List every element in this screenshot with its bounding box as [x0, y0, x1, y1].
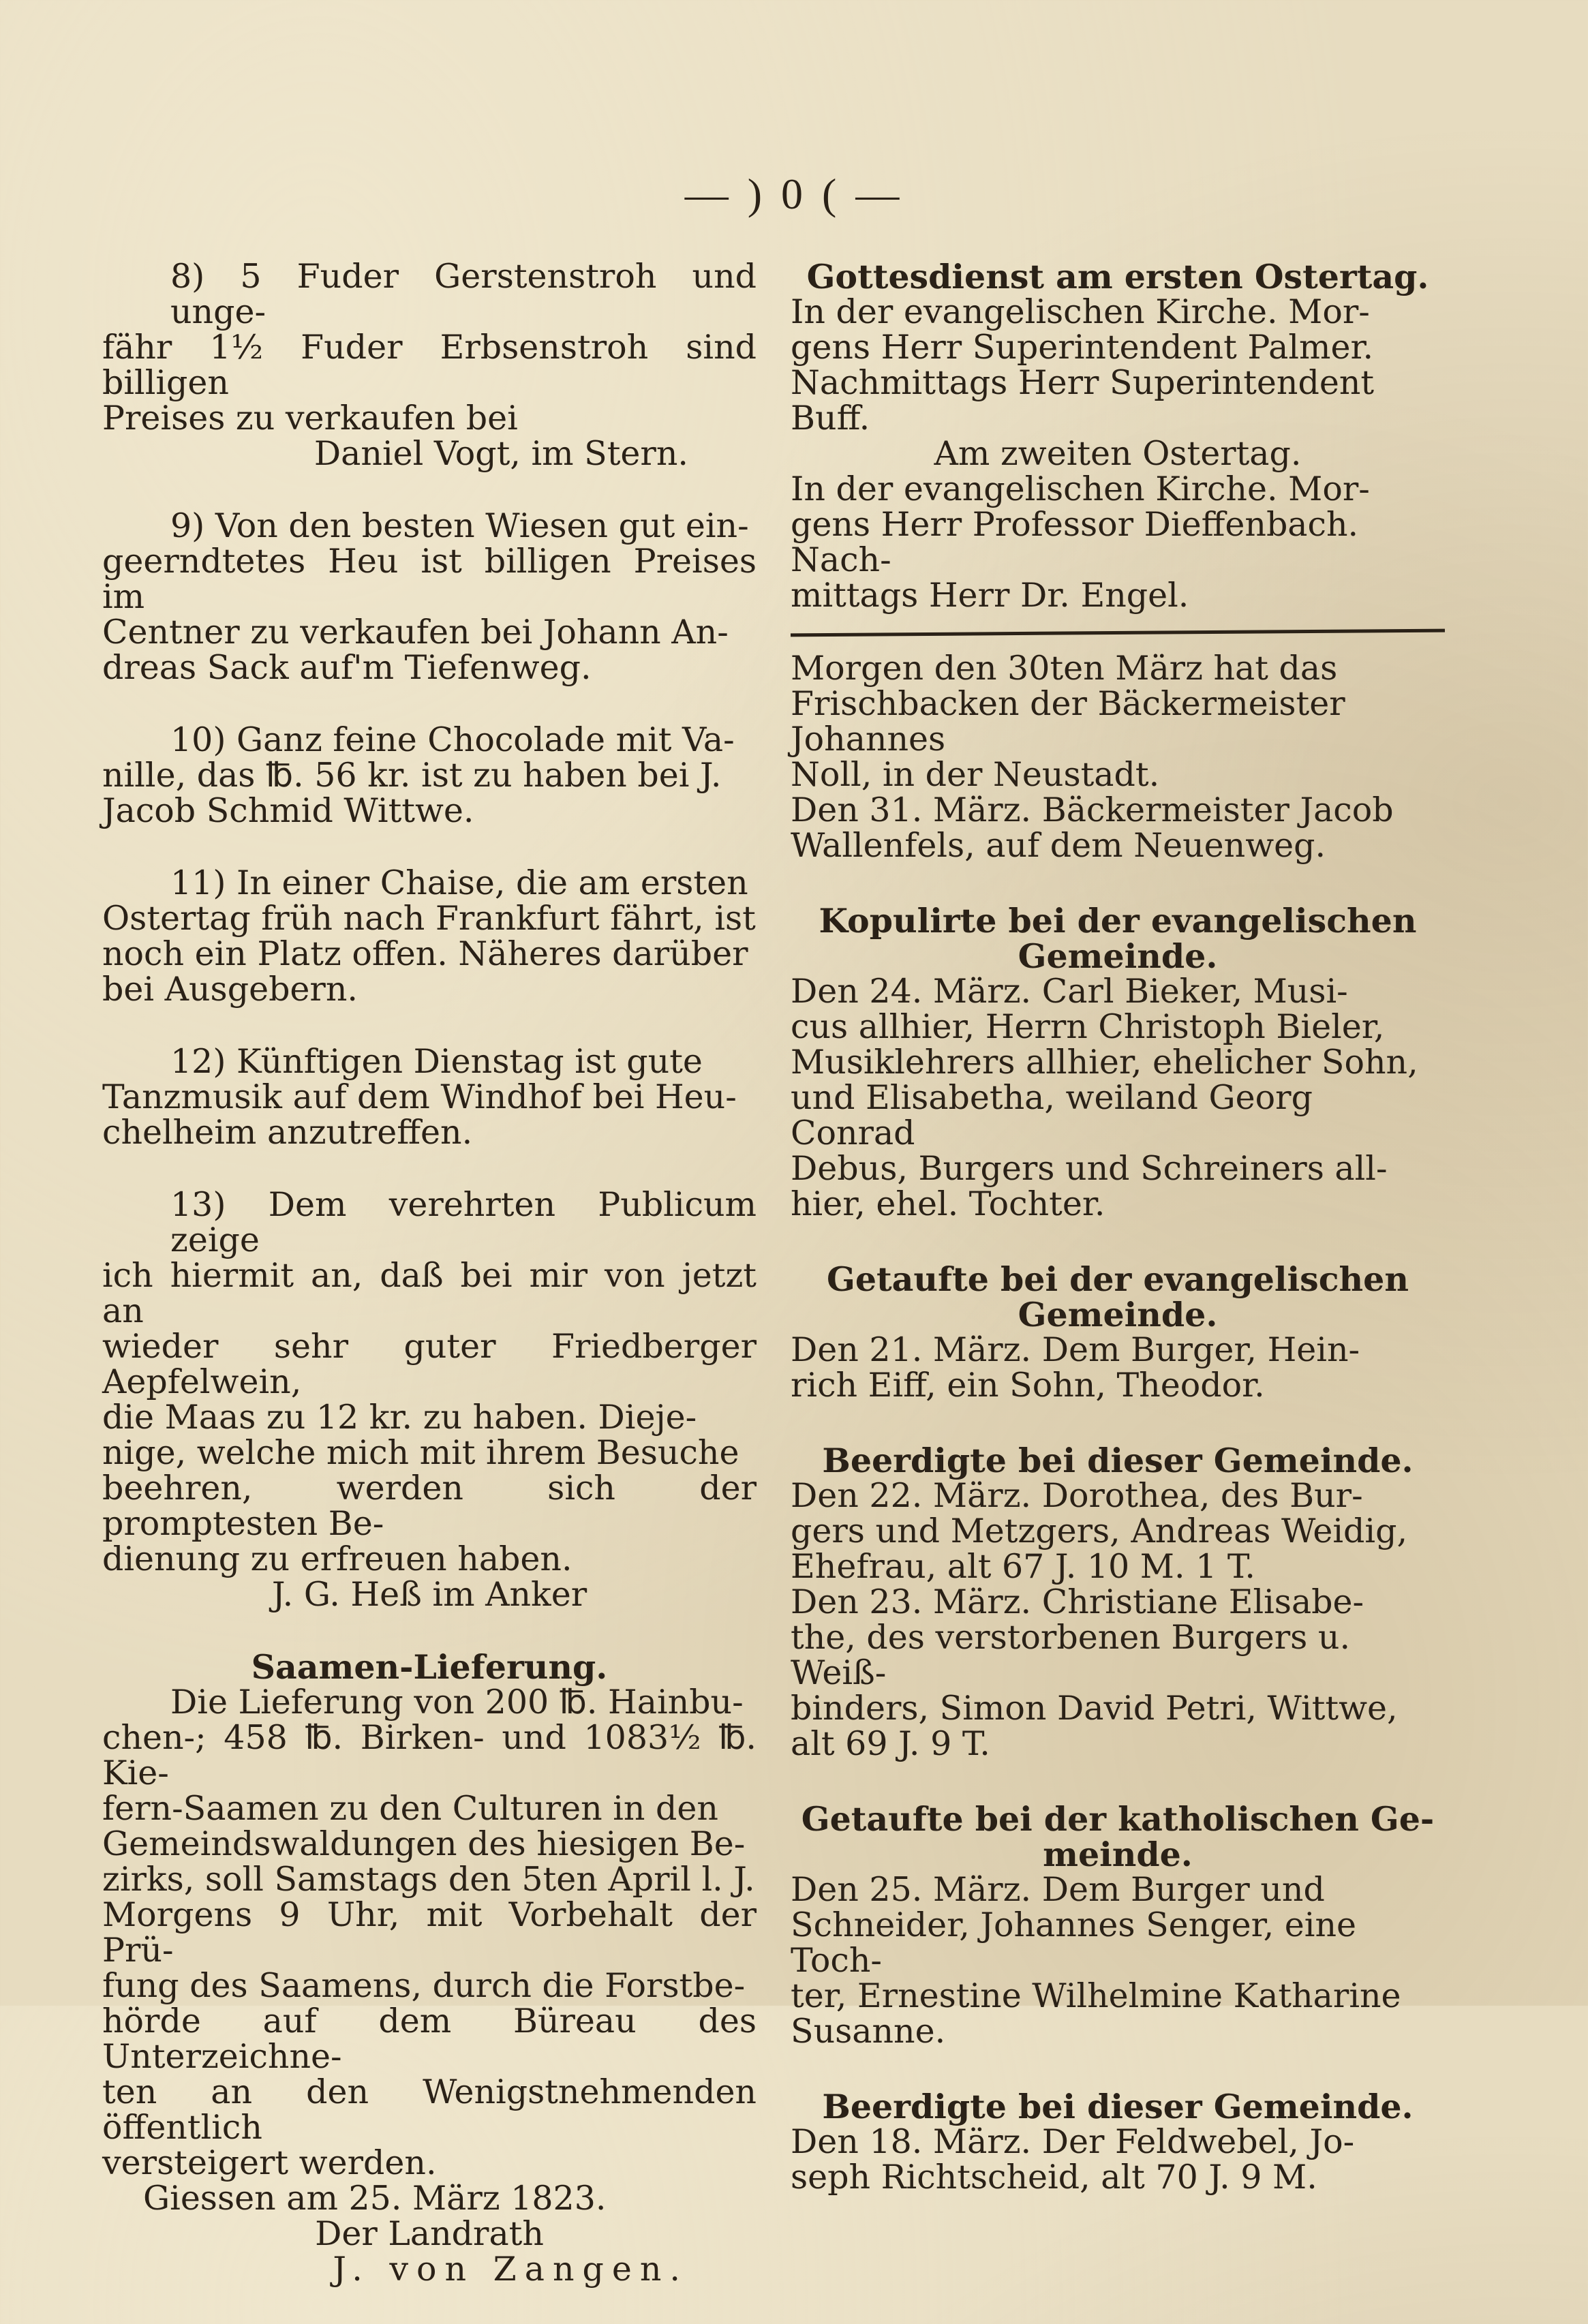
notice-line: chen-; 458 ℔. Birken- und 1083½ ℔. Kie-	[102, 1718, 757, 1792]
notice-line: ich hiermit an, daß bei mir von jetzt an	[102, 1256, 757, 1330]
notice-line: noch ein Platz offen. Näheres darüber	[102, 934, 748, 973]
divider-rule	[791, 629, 1445, 637]
notice-line: Susanne.	[791, 2012, 946, 2051]
section-heading: Beerdigte bei dieser Gemeinde.	[822, 2087, 1414, 2126]
kopulirte	[791, 903, 1445, 1222]
notice-line: Ehefrau, alt 67 J. 10 M. 1 T.	[791, 1547, 1255, 1586]
notice-line: rich Eiff, ein Sohn, Theodor.	[791, 1366, 1265, 1405]
section-heading: Gemeinde.	[1018, 1295, 1218, 1334]
section-heading: Getaufte bei der evangelischen	[827, 1259, 1409, 1299]
notice-line: Frischbacken der Bäckermeister Johannes	[791, 684, 1345, 759]
section-subheading: Am zweiten Ostertag.	[934, 434, 1302, 473]
notice-line: Noll, in der Neustadt.	[791, 755, 1160, 794]
gottesdienst	[791, 259, 1445, 613]
section-heading: Beerdigte bei dieser Gemeinde.	[822, 1441, 1414, 1480]
notice-line: bei Ausgebern.	[102, 970, 358, 1009]
notice-12	[102, 1044, 757, 1150]
notice-line: 10) Ganz feine Chocolade mit Va-	[170, 720, 735, 759]
page-number: — ) 0 ( —	[684, 170, 904, 218]
notice-line: the, des verstorbenen Burgers u. Weiß-	[791, 1618, 1351, 1692]
notice-line: mittags Herr Dr. Engel.	[791, 576, 1189, 615]
notice-10	[102, 722, 757, 829]
notice-line: fähr 1½ Fuder Erbsenstroh sind billigen	[102, 328, 757, 402]
frischbacken	[791, 651, 1445, 863]
beerdigte-katholisch	[791, 2089, 1445, 2195]
notice-9	[102, 508, 757, 686]
notice-line: Wallenfels, auf dem Neuenweg.	[791, 826, 1326, 865]
notice-line: Ostertag früh nach Frankfurt fährt, ist	[102, 899, 756, 938]
right-column	[791, 259, 1445, 2235]
notice-line: nille, das ℔. 56 kr. ist zu haben bei J.	[102, 756, 722, 795]
notice-line: und Elisabetha, weiland Georg Conrad	[791, 1078, 1313, 1152]
notice-signature: Daniel Vogt, im Stern.	[314, 434, 688, 473]
notice-line: seph Richtscheid, alt 70 J. 9 M.	[791, 2158, 1317, 2197]
section-heading: Saamen-Lieferung.	[251, 1647, 608, 1687]
section-heading: Getaufte bei der katholischen Ge-	[801, 1799, 1435, 1839]
notice-line: dienung zu erfreuen haben.	[102, 1540, 572, 1578]
notice-line: Centner zu verkaufen bei Johann An-	[102, 613, 729, 652]
notice-line: Morgen den 30ten März hat das	[791, 649, 1338, 688]
notice-line: Den 25. März. Dem Burger und	[791, 1870, 1325, 1909]
beerdigte-evangelisch	[791, 1443, 1445, 1762]
notice-line: Den 31. März. Bäckermeister Jacob	[791, 791, 1394, 829]
left-column	[102, 259, 757, 2324]
notice-line: cus allhier, Herrn Christoph Bieler,	[791, 1007, 1385, 1046]
notice-line: Den 24. März. Carl Bieker, Musi-	[791, 972, 1348, 1011]
notice-line: wieder sehr guter Friedberger Aepfelwein,	[102, 1327, 757, 1401]
notice-line: alt 69 J. 9 T.	[791, 1724, 990, 1763]
notice-line: geerndtetes Heu ist billigen Preises im	[102, 542, 757, 616]
signature-name: J. von Zangen.	[333, 2250, 688, 2289]
notice-line: hier, ehel. Tochter.	[791, 1184, 1105, 1223]
notice-line: In der evangelischen Kirche. Mor-	[791, 470, 1370, 508]
notice-line: gens Herr Professor Dieffenbach. Nach-	[791, 505, 1359, 579]
notice-line: Den 22. März. Dorothea, des Bur-	[791, 1476, 1363, 1515]
notice-line: binders, Simon David Petri, Wittwe,	[791, 1689, 1398, 1728]
section-heading: Gemeinde.	[1018, 936, 1218, 976]
notice-line: 9) Von den besten Wiesen gut ein-	[170, 506, 749, 545]
dateline: Giessen am 25. März 1823.	[143, 2179, 607, 2218]
notice-line: Den 23. März. Christiane Elisabe-	[791, 1583, 1364, 1621]
notice-line: Preises zu verkaufen bei	[102, 399, 518, 438]
section-heading: Kopulirte bei der evangelischen	[819, 901, 1417, 941]
notice-line: dreas Sack auf'm Tiefenweg.	[102, 648, 592, 687]
section-heading: Gottesdienst am ersten Ostertag.	[806, 257, 1429, 296]
notice-line: ter, Ernestine Wilhelmine Katharine	[791, 1976, 1401, 2015]
notice-line: hörde auf dem Büreau des Unterzeichne-	[102, 2002, 757, 2076]
notice-line: ten an den Wenigstnehmenden öffentlich	[102, 2073, 757, 2147]
notice-line: 12) Künftigen Dienstag ist gute	[170, 1042, 703, 1081]
notice-line: Den 21. März. Dem Burger, Hein-	[791, 1330, 1360, 1369]
notice-line: nige, welche mich mit ihrem Besuche	[102, 1433, 739, 1472]
notice-line: Jacob Schmid Wittwe.	[102, 791, 474, 830]
notice-line: 8) 5 Fuder Gerstenstroh und unge-	[170, 257, 757, 331]
saamen-lieferung	[102, 1649, 757, 2287]
notice-line: die Maas zu 12 kr. zu haben. Dieje-	[102, 1398, 697, 1437]
notice-line: beehren, werden sich der promptesten Be-	[102, 1469, 757, 1543]
notice-line: gens Herr Superintendent Palmer.	[791, 328, 1374, 367]
notice-13	[102, 1187, 757, 1612]
signature-title: Der Landrath	[315, 2214, 544, 2253]
getaufte-evangelisch	[791, 1259, 1445, 1405]
notice-line: Musiklehrers allhier, ehelicher Sohn,	[791, 1043, 1418, 1082]
notice-line: Schneider, Johannes Senger, eine Toch-	[791, 1906, 1357, 1980]
notice-line: chelheim anzutreffen.	[102, 1113, 473, 1152]
notice-line: Morgens 9 Uhr, mit Vorbehalt der Prü-	[102, 1895, 757, 1970]
notice-line: gers und Metzgers, Andreas Weidig,	[791, 1512, 1408, 1550]
notice-line: Debus, Burgers und Schreiners all-	[791, 1149, 1388, 1188]
notice-line: Die Lieferung von 200 ℔. Hainbu-	[170, 1683, 744, 1722]
notice-line: 11) In einer Chaise, die am ersten	[170, 863, 748, 902]
section-heading: meinde.	[1043, 1835, 1193, 1874]
notice-line: In der evangelischen Kirche. Mor-	[791, 292, 1370, 331]
notice-line: zirks, soll Samstags den 5ten April l. J.	[102, 1860, 755, 1899]
notice-line: Tanzmusik auf dem Windhof bei Heu-	[102, 1077, 737, 1116]
notice-signature: J. G. Heß im Anker	[271, 1575, 587, 1614]
notice-line: Nachmittags Herr Superintendent Buff.	[791, 363, 1375, 438]
notice-8	[102, 259, 757, 472]
notice-line: fern-Saamen zu den Culturen in den	[102, 1789, 718, 1828]
getaufte-katholisch	[791, 1801, 1445, 2049]
notice-line: Gemeindswaldungen des hiesigen Be-	[102, 1824, 746, 1863]
notice-line: 13) Dem verehrten Publicum zeige	[170, 1185, 757, 1259]
notice-line: versteigert werden.	[102, 2143, 437, 2182]
notice-11	[102, 863, 757, 1009]
notice-line: Den 18. März. Der Feldwebel, Jo-	[791, 2122, 1355, 2161]
notice-line: fung des Saamens, durch die Forstbe-	[102, 1966, 746, 2005]
